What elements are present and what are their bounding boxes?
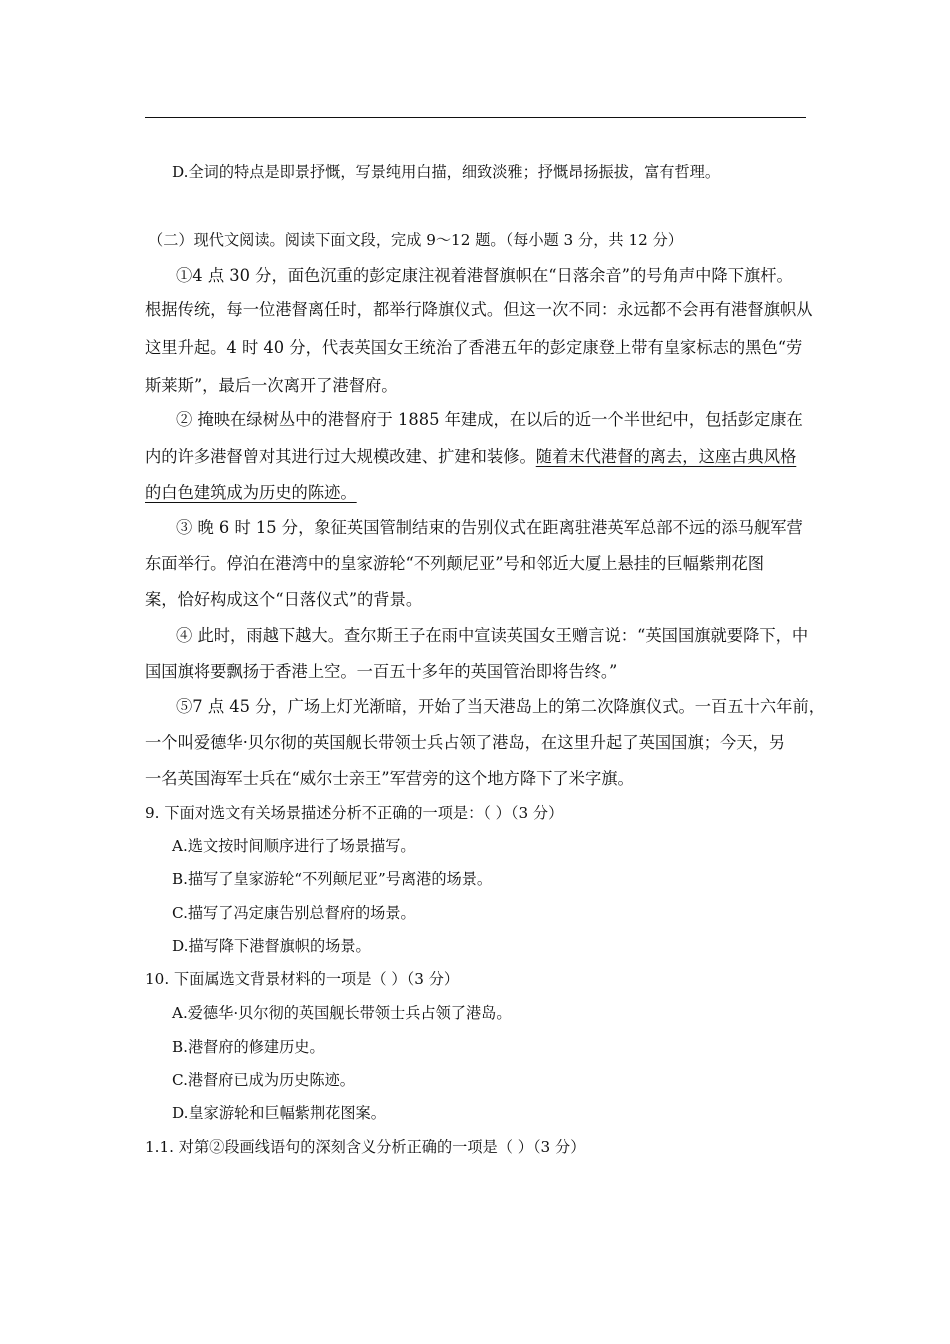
passage-p1-line: ①4 点 30 分，面色沉重的彭定康注视着港督旗帜在“日落余音”的号角声中降下旗杆。 [176,266,793,285]
passage-p1-line: 斯莱斯”，最后一次离开了港督府。 [145,376,398,395]
passage-p4-line: 国国旗将要飘扬于香港上空。一百五十多年的英国管治即将告终。” [145,662,618,681]
question-11-stem: 1.1. 对第②段画线语句的深刻含义分析正确的一项是（ ）（3 分） [145,1138,586,1156]
passage-p5-line: ⑤7 点 45 分，广场上灯光渐暗，开始了当天港岛上的第二次降旗仪式。一百五十六年前， [176,697,826,716]
question-10-option: B.港督府的修建历史。 [172,1038,325,1056]
passage-p3-line: ③ 晚 6 时 15 分，象征英国管制结束的告别仪式在距离驻港英军总部不远的添马舰军营 [176,518,803,537]
passage-p2-line [145,447,796,467]
prev-option-d: D.全词的特点是即景抒慨，写景纯用白描，细致淡雅；抒慨昂扬振拔，富有哲理。 [172,163,721,181]
underlined-sentence: 的白色建筑成为历史的陈迹。 [145,483,357,502]
passage-p2-plain: 内的许多港督曾对其进行过大规模改建、扩建和装修。 [145,447,536,466]
question-10-option: C.港督府已成为历史陈迹。 [172,1071,355,1089]
passage-p2-line [145,483,357,503]
question-10-stem: 10. 下面属选文背景材料的一项是（ ）（3 分） [145,970,460,988]
passage-p5-line: 一名英国海军士兵在“威尔士亲王”军营旁的这个地方降下了米字旗。 [145,769,634,788]
question-9-option: D.描写降下港督旗帜的场景。 [172,937,371,955]
passage-p5-line: 一个叫爱德华·贝尔彻的英国舰长带领士兵占领了港岛，在这里升起了英国国旗；今天，另 [145,733,786,752]
section-heading: （二）现代文阅读。阅读下面文段，完成 9～12 题。（每小题 3 分，共 12 分） [148,231,683,249]
question-10-option: A.爱德华·贝尔彻的英国舰长带领士兵占领了港岛。 [172,1004,512,1022]
passage-p1-line: 根据传统，每一位港督离任时，都举行降旗仪式。但这一次不同：永远都不会再有港督旗帜从 [145,300,813,319]
underlined-sentence: 随着末代港督的离去，这座古典风格 [535,447,797,466]
question-9-option: A.选文按时间顺序进行了场景描写。 [172,837,416,855]
passage-p3-line: 东面举行。停泊在港湾中的皇家游轮“不列颠尼亚”号和邻近大厦上悬挂的巨幅紫荆花图 [145,554,765,573]
passage-p3-line: 案，恰好构成这个“日落仪式”的背景。 [145,590,423,609]
header-rule [145,117,806,118]
passage-p4-line: ④ 此时，雨越下越大。查尔斯王子在雨中宣读英国女王赠言说：“英国国旗就要降下，中 [176,626,809,645]
question-10-option: D.皇家游轮和巨幅紫荆花图案。 [172,1104,386,1122]
question-9-stem: 9. 下面对选文有关场景描述分析不正确的一项是：（ ）（3 分） [145,804,564,822]
question-9-option: C.描写了冯定康告别总督府的场景。 [172,904,416,922]
passage-p2-line: ② 掩映在绿树丛中的港督府于 1885 年建成，在以后的近一个半世纪中，包括彭定康在 [176,410,803,429]
question-9-option: B.描写了皇家游轮“不列颠尼亚”号离港的场景。 [172,870,493,888]
passage-p1-line: 这里升起。4 时 40 分，代表英国女王统治了香港五年的彭定康登上带有皇家标志的黑色“劳 [145,338,803,357]
